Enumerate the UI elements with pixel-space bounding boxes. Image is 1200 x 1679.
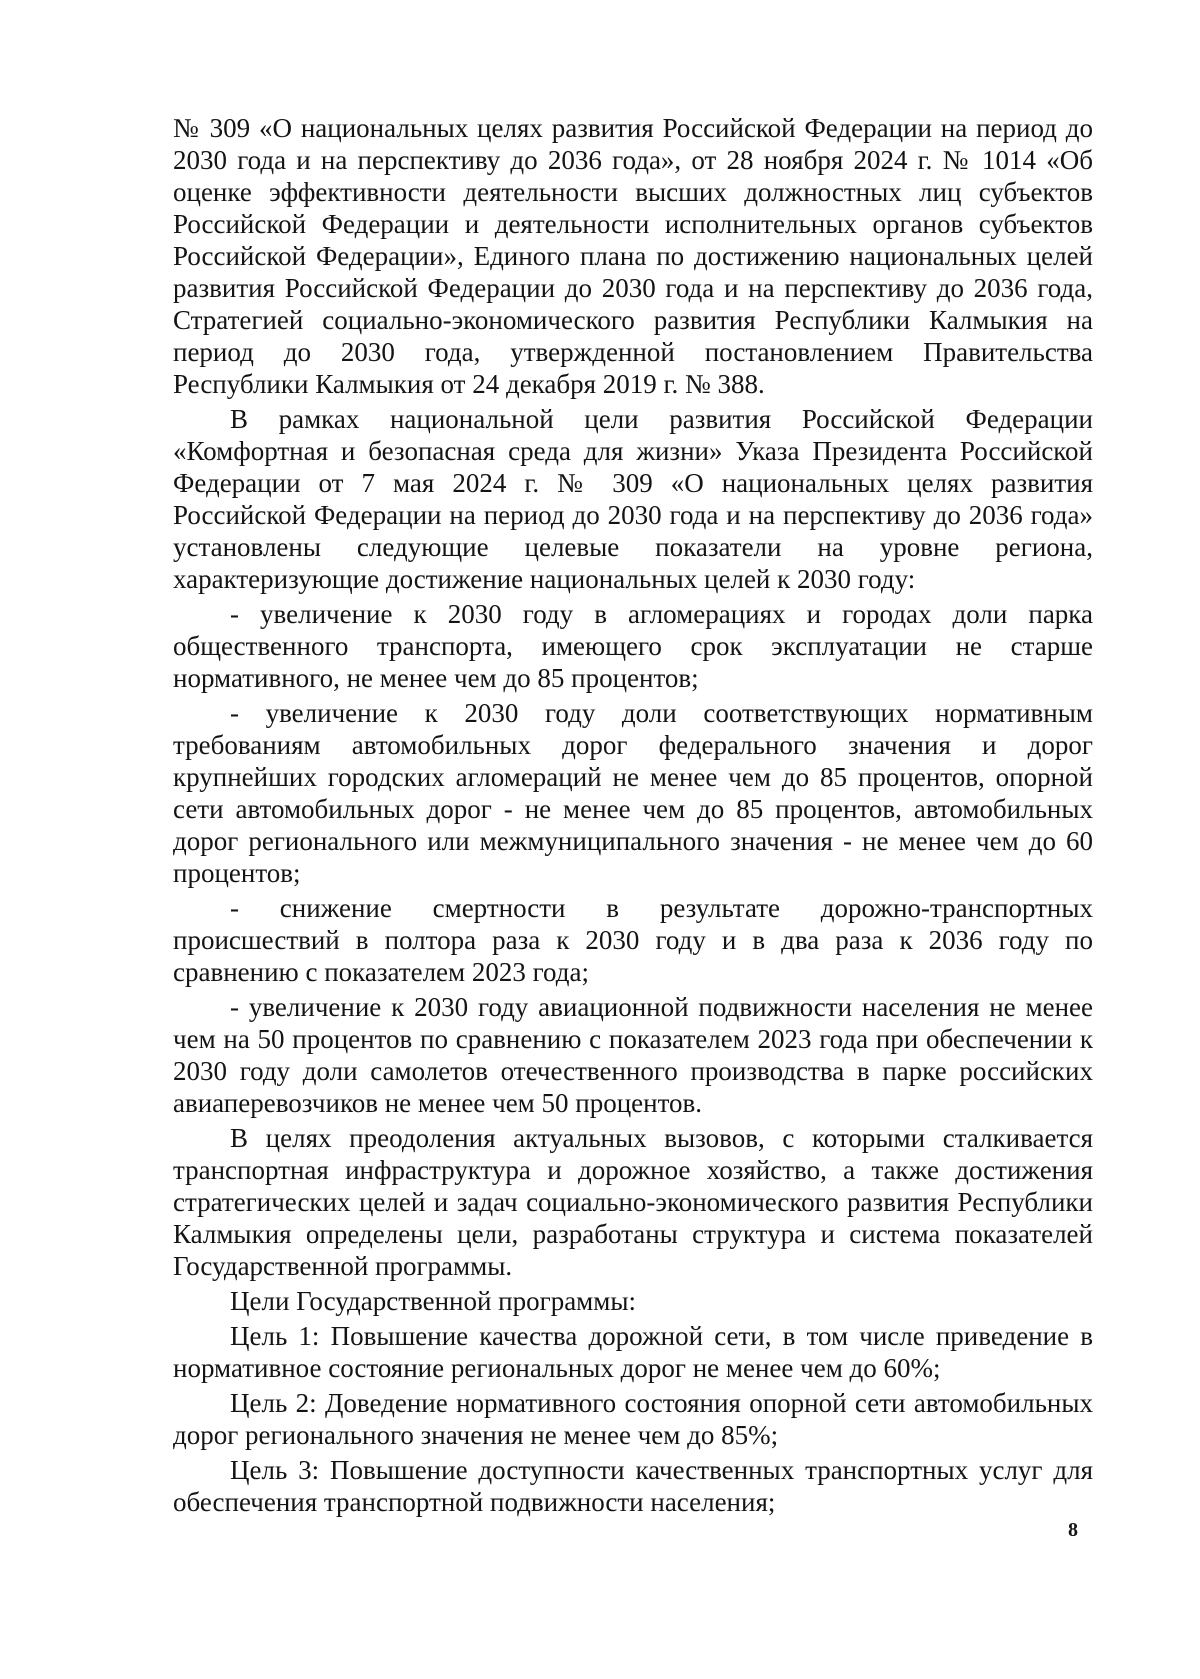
paragraph-legal-references: № 309 «О национальных целях развития Российской Федерации на период до 2030 года и на перспективу до 2036 года», от 28 ноября 2024 г. № 1014 «Об оценке эффективности деятельности высших должностных лиц субъектов Российской Федерации и деятельности исполнительных органов субъектов Российской Федерации», Единого плана по достижению национальных целей развития Российской Федерации до 2030 года и на перспективу до 2036 года, Стратегией социально-экономического развития Республики Калмыкия на период до 2030 года, утвержденной постановлением Правительства Республики Калмыкия от 24 декабря 2019 г. № 388. bbox=[173, 113, 1093, 399]
list-item-road-mortality: - снижение смертности в результате дорожно-транспортных происшествий в полтора раза к 2030 году и в два раза к 2036 году по сравнению с показателем 2023 года; bbox=[173, 893, 1093, 987]
list-item-public-transport: - увеличение к 2030 году в агломерациях и городах доли парка общественного транспорта, имеющего срок эксплуатации не старше нормативного, не менее чем до 85 процентов; bbox=[173, 599, 1093, 693]
list-item-roads-compliance: - увеличение к 2030 году доли соответствующих нормативным требованиям автомобильных дорог федерального значения и дорог крупнейших городских агломераций не менее чем до 85 процентов, опорной сети автомобильных дорог - не менее чем до 85 процентов, автомобильных дорог регионального или межмуниципального значения - не менее чем до 60 процентов; bbox=[173, 698, 1093, 888]
document-body bbox=[173, 112, 1093, 1521]
goal-2: Цель 2: Доведение нормативного состояния опорной сети автомобильных дорог регионального значения не менее чем до 85%; bbox=[173, 1388, 1093, 1450]
goal-3: Цель 3: Повышение доступности качественных транспортных услуг для обеспечения транспортной подвижности населения; bbox=[173, 1455, 1093, 1517]
list-item-aviation-mobility: - увеличение к 2030 году авиационной подвижности населения не менее чем на 50 процентов по сравнению с показателем 2023 года при обеспечении к 2030 году доли самолетов отечественного производства в парке российских авиаперевозчиков не менее чем 50 процентов. bbox=[173, 992, 1093, 1118]
program-goals-heading: Цели Государственной программы: bbox=[230, 1286, 636, 1316]
goal-1: Цель 1: Повышение качества дорожной сети, в том числе приведение в нормативное состояние региональных дорог не менее чем до 60%; bbox=[173, 1321, 1093, 1383]
paragraph-national-goal-intro: В рамках национальной цели развития Российской Федерации «Комфортная и безопасная среда для жизни» Указа Президента Российской Федерации от 7 мая 2024 г. № 309 «О национальных целях развития Российской Федерации на период до 2030 года и на перспективу до 2036 года» установлены следующие целевые показатели на уровне региона, характеризующие достижение национальных целей к 2030 году: bbox=[173, 404, 1093, 594]
page-number: 8 bbox=[1068, 1519, 1078, 1541]
paragraph-challenges: В целях преодоления актуальных вызовов, с которыми сталкивается транспортная инфраструктура и дорожное хозяйство, а также достижения стратегических целей и задач социально-экономического развития Республики Калмыкия определены цели, разработаны структура и система показателей Государственной программы. bbox=[173, 1123, 1093, 1281]
